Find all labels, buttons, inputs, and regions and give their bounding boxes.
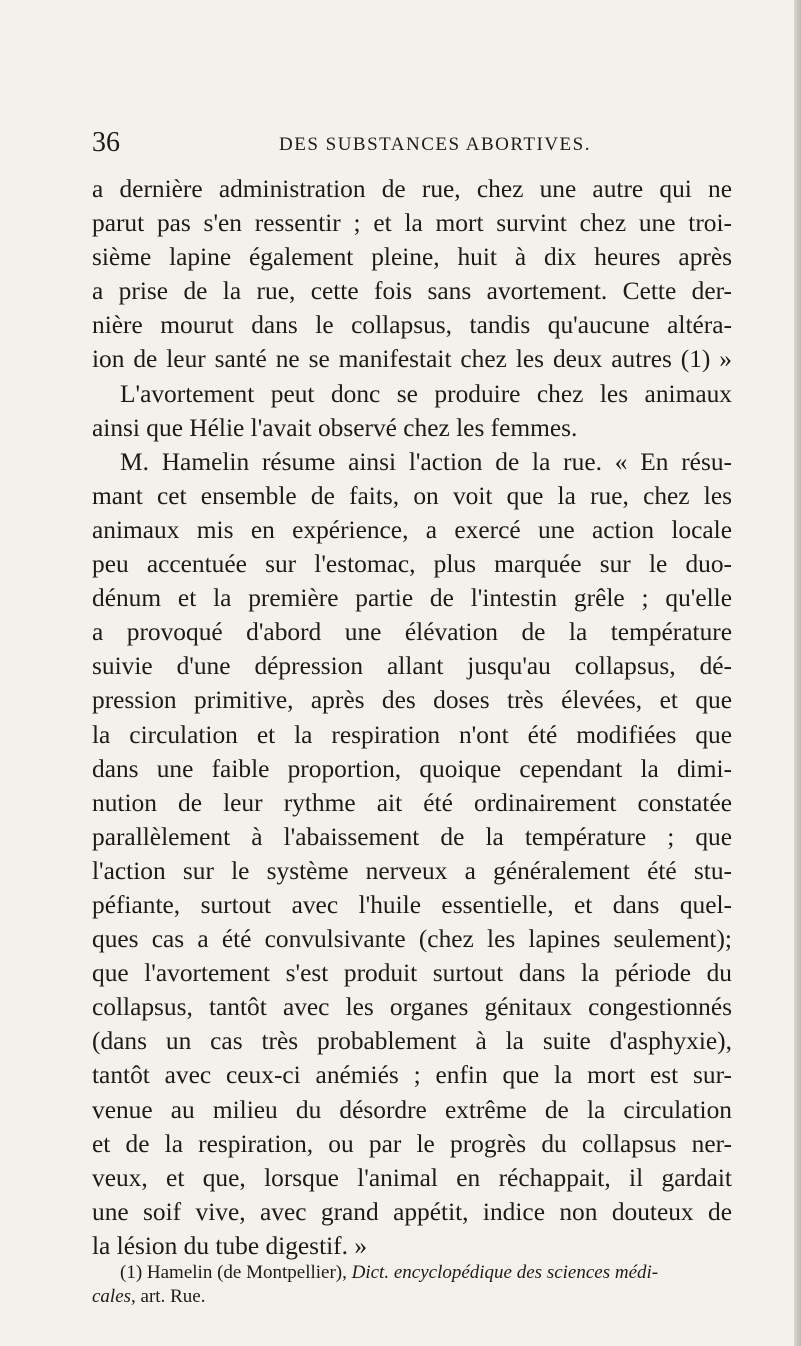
text-line: animaux mis en expérience, a exercé une action locale <box>92 515 732 544</box>
footnote-work-title-cont: cales <box>92 1286 132 1307</box>
text-line: nière mourut dans le collapsus, tandis qu'aucune altéra- <box>92 311 732 340</box>
text-line: et de la respiration, ou par le progrès du collapsus ner- <box>92 1129 732 1158</box>
text-line: M. Hamelin résume ainsi l'action de la rue. « En résu- <box>120 447 732 476</box>
text-line: a prise de la rue, cette fois sans avortement. Cette der- <box>92 277 732 306</box>
text-line: ainsi que Hélie l'avait observé chez les femmes. <box>92 413 578 442</box>
footnote-work-title: Dict. encyclopédique des sciences médi- <box>351 1262 659 1283</box>
text-line: suivie d'une dépression allant jusqu'au collapsus, dé- <box>92 652 732 681</box>
text-line: la circulation et la respiration n'ont été modifiées que <box>92 720 732 749</box>
running-title: DES SUBSTANCES ABORTIVES. <box>279 134 591 155</box>
footnote-citation: (1) Hamelin (de Montpellier), <box>120 1262 352 1283</box>
text-line: la lésion du tube digestif. » <box>92 1231 368 1260</box>
page-header <box>92 128 732 168</box>
text-line: parut pas s'en ressentir ; et la mort survint chez une troi- <box>92 209 732 238</box>
text-line: sième lapine également pleine, huit à dix heures après <box>92 243 732 272</box>
text-line: L'avortement peut donc se produire chez les animaux <box>120 379 732 408</box>
text-line: pression primitive, après des doses très élevées, et que <box>92 686 732 715</box>
text-line: dans une faible proportion, quoique cependant la dimi- <box>92 754 732 783</box>
page-edge <box>794 0 801 1346</box>
text-line: que l'avortement s'est produit surtout dans la période du <box>92 959 732 988</box>
text-line: l'action sur le système nerveux a généralement été stu- <box>92 856 732 885</box>
text-line: péfiante, surtout avec l'huile essentielle, et dans quel- <box>92 890 732 919</box>
footnote-line <box>92 1285 732 1309</box>
footnote <box>92 1261 732 1309</box>
page-number: 36 <box>92 127 120 158</box>
text-line: ion de leur santé ne se manifestait chez les deux autres (1) » <box>92 345 732 374</box>
text-line: venue au milieu du désordre extrême de la circulation <box>92 1095 732 1124</box>
text-line: veux, et que, lorsque l'animal en réchappait, il gardait <box>92 1163 732 1192</box>
text-line: nution de leur rythme ait été ordinairement constatée <box>92 788 732 817</box>
text-line: dénum et la première partie de l'intestin grêle ; qu'elle <box>92 584 732 613</box>
text-line: mant cet ensemble de faits, on voit que la rue, chez les <box>92 481 732 510</box>
footnote-line <box>92 1261 732 1285</box>
text-line: a provoqué d'abord une élévation de la température <box>92 618 732 647</box>
text-line: a dernière administration de rue, chez une autre qui ne <box>92 175 732 203</box>
text-line: une soif vive, avec grand appétit, indice non douteux de <box>92 1197 732 1226</box>
text-line: peu accentuée sur l'estomac, plus marquée sur le duo- <box>92 550 732 579</box>
text-line: collapsus, tantôt avec les organes génitaux congestionnés <box>92 993 732 1022</box>
text-line: parallèlement à l'abaissement de la température ; que <box>92 822 732 851</box>
text-line: ques cas a été convulsivante (chez les lapines seulement); <box>92 925 732 954</box>
footnote-article: , art. Rue. <box>131 1286 206 1307</box>
body-text <box>92 172 732 1263</box>
text-line: tantôt avec ceux-ci anémiés ; enfin que la mort est sur- <box>92 1061 732 1090</box>
text-line: (dans un cas très probablement à la suite d'asphyxie), <box>92 1027 732 1056</box>
